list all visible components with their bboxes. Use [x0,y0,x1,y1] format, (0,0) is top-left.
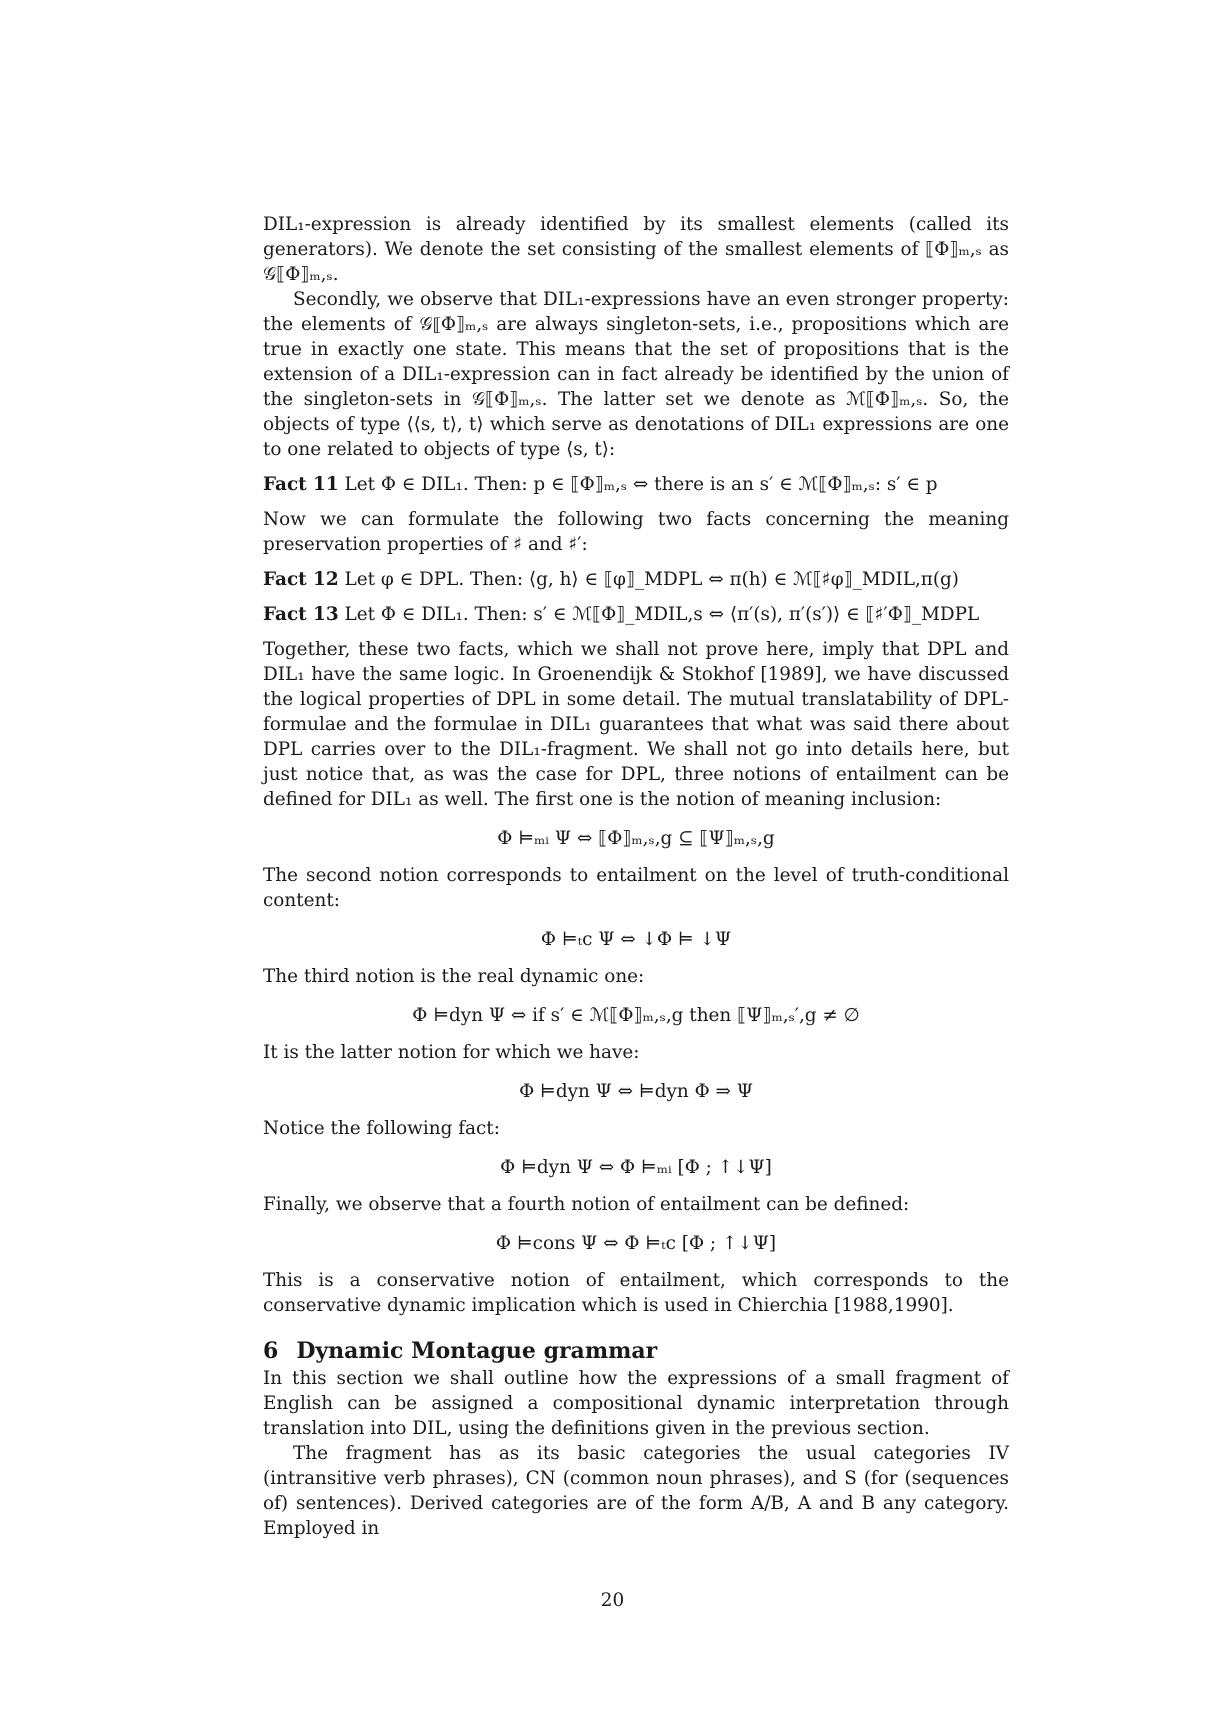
fact-label: Fact 12 [263,569,339,590]
paragraph: It is the latter notion for which we have: [263,1042,640,1063]
fact-12 [263,567,1009,592]
paragraph: The second notion corresponds to entailment on the level of truth-conditional content: [263,865,1009,911]
fact-text: Let Φ ∈ DIL₁. Then: p ∈ ⟦Φ⟧ₘ,ₛ ⇔ there is an s′ ∈ ℳ⟦Φ⟧ₘ,ₛ: s′ ∈ p [344,474,938,495]
fact-label: Fact 11 [263,474,339,495]
paragraph: Together, these two facts, which we shall not prove here, imply that DPL and DIL₁ have the same logic. In Groenendijk & Stokhof [1989], we have discussed the logical properties of DPL in some detail. The mutual translatability of DPL-formulae and the formulae in DIL₁ guarantees that what was said there about DPL carries over to the DIL₁-fragment. We shall not go into details here, but just notice that, as was the case for DPL, three notions of entailment can be defined for DIL₁ as well. The first one is the notion of meaning inclusion: [263,639,1009,810]
section-number: 6 [263,1338,279,1364]
section-title: Dynamic Montague grammar [296,1338,658,1364]
fact-label: Fact 13 [263,604,339,625]
paragraph: Finally, we observe that a fourth notion of entailment can be defined: [263,1194,910,1215]
equation: Φ ⊨dyn Ψ ⇔ ⊨dyn Φ ⇒ Ψ [519,1081,753,1102]
fact-text: Let Φ ∈ DIL₁. Then: s′ ∈ ℳ⟦Φ⟧_MDIL,s ⇔ ⟨π′(s), π′(s′)⟩ ∈ ⟦♯′Φ⟧_MDPL [344,604,980,625]
page-body [263,212,1009,1541]
fact-11 [263,472,1009,497]
paragraph: Secondly, we observe that DIL₁-expressions have an even stronger property: the elements of 𝒢⟦Φ⟧ₘ,ₛ are always singleton-sets, i.e., propositions which are true in exactly one state. This means that the set of propositions that is the extension of a DIL₁-expression can in fact already be identified by the union of the singleton-sets in 𝒢⟦Φ⟧ₘ,ₛ. The latter set we denote as ℳ⟦Φ⟧ₘ,ₛ. So, the objects of type ⟨⟨s, t⟩, t⟩ which serve as denotations of DIL₁ expressions are one to one related to objects of type ⟨s, t⟩: [263,289,1009,460]
fact-13 [263,602,1009,627]
equation: Φ ⊨dyn Ψ ⇔ Φ ⊨ₘᵢ [Φ ; ↑↓Ψ] [500,1157,772,1178]
paragraph: DIL₁-expression is already identified by its smallest elements (called its generators). We denote the set consisting of the smallest elements of ⟦Φ⟧ₘ,ₛ as 𝒢⟦Φ⟧ₘ,ₛ. [263,214,1009,285]
page-number: 20 [600,1590,625,1611]
paragraph: Notice the following fact: [263,1118,500,1139]
equation: Φ ⊨cons Ψ ⇔ Φ ⊨ₜc [Φ ; ↑↓Ψ] [495,1233,777,1254]
paragraph: In this section we shall outline how the expressions of a small fragment of English can be assigned a compositional dynamic interpretation through translation into DIL, using the definitions given in the previous section. [263,1368,1009,1439]
fact-text: Let φ ∈ DPL. Then: ⟨g, h⟩ ∈ ⟦φ⟧_MDPL ⇔ π(h) ∈ ℳ⟦♯φ⟧_MDIL,π(g) [344,569,959,590]
paragraph: The fragment has as its basic categories the usual categories IV (intransitive verb phrases), CN (common noun phrases), and S (for (sequences of) sentences). Derived categories are of the form A/B, A and B any category. Employed in [263,1443,1009,1539]
equation: Φ ⊨dyn Ψ ⇔ if s′ ∈ ℳ⟦Φ⟧ₘ,ₛ,g then ⟦Ψ⟧ₘ,ₛ′,g ≠ ∅ [412,1005,860,1026]
section-heading [263,1336,1009,1366]
paragraph: The third notion is the real dynamic one: [263,966,645,987]
paragraph: This is a conservative notion of entailment, which corresponds to the conservative dynamic implication which is used in Chierchia [1988,1990]. [263,1270,1009,1316]
equation: Φ ⊨ₘᵢ Ψ ⇔ ⟦Φ⟧ₘ,ₛ,g ⊆ ⟦Ψ⟧ₘ,ₛ,g [497,828,775,849]
paragraph: Now we can formulate the following two facts concerning the meaning preservation properties of ♯ and ♯′: [263,509,1009,555]
equation: Φ ⊨ₜc Ψ ⇔ ↓Φ ⊨ ↓Ψ [540,929,732,950]
